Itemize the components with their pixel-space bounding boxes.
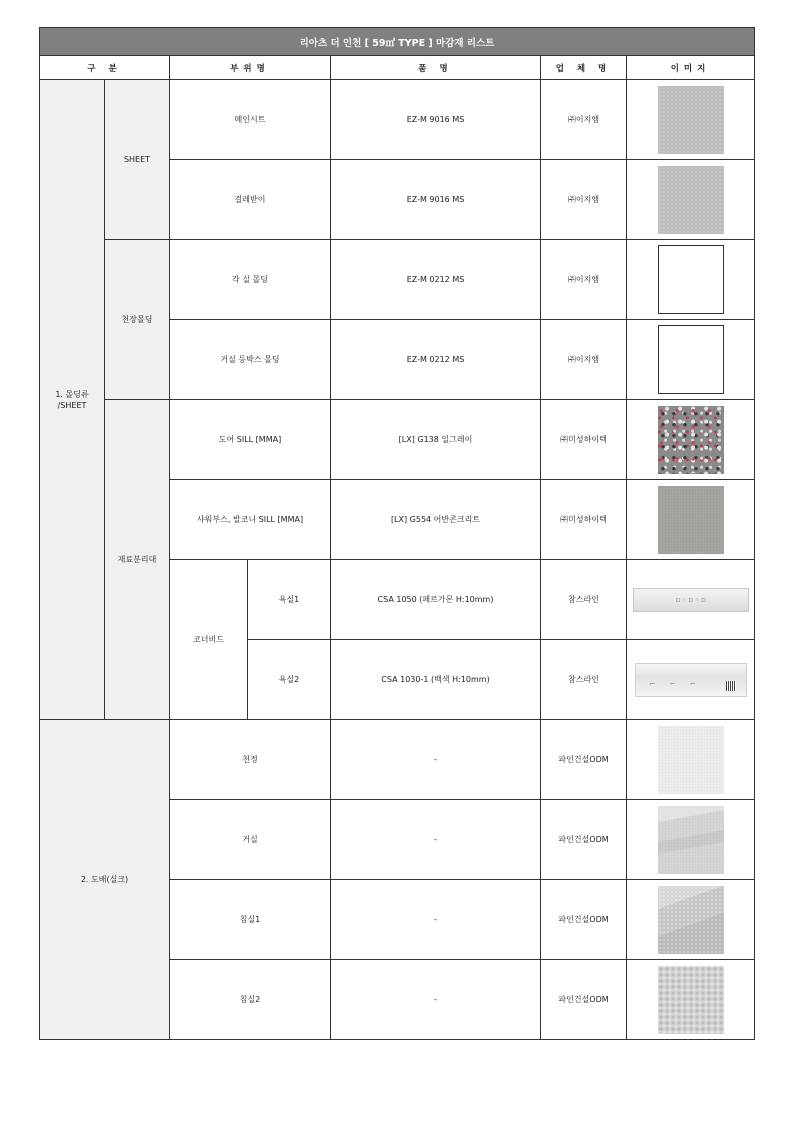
image-cell [627,480,755,560]
location-cell: 샤워부스, 발코니 SILL [MMA] [170,480,331,560]
header-category: 구 분 [40,56,170,80]
image-cell [627,640,755,720]
product-cell: - [331,800,541,880]
product-cell: EZ-M 0212 MS [331,320,541,400]
finish-material-table [39,27,755,1040]
image-cell [627,160,755,240]
header-vendor: 업 체 명 [541,56,627,80]
product-cell: CSA 1050 (페르가몬 H:10mm) [331,560,541,640]
marble-wallpaper-swatch-icon [658,806,724,874]
image-cell [627,960,755,1040]
product-cell: - [331,960,541,1040]
vendor-cell: ㈜이지엠 [541,160,627,240]
location-cell: 메인시트 [170,80,331,160]
corner-bead-cell: 코너비드 [170,560,248,720]
vendor-cell: 참스라인 [541,640,627,720]
product-cell: [LX] G138 일그레이 [331,400,541,480]
image-cell [627,240,755,320]
image-cell [627,720,755,800]
image-cell [627,880,755,960]
vendor-cell: ㈜미성하이텍 [541,480,627,560]
table-row [40,240,755,320]
corner-bead-profile-icon: ▫◦▫◦▫ [633,588,749,612]
location-cell: 천정 [170,720,331,800]
header-image: 이미지 [627,56,755,80]
vendor-cell: 파인건설ODM [541,880,627,960]
location-cell: 도어 SILL [MMA] [170,400,331,480]
sheet-title: 리아츠 더 인천 [ 59㎡ TYPE ] 마감재 리스트 [40,28,755,56]
silver-wallpaper-swatch-icon [658,886,724,954]
white-wallpaper-swatch-icon [658,726,724,794]
vendor-cell: ㈜이지엠 [541,80,627,160]
patterned-wallpaper-swatch-icon [658,966,724,1034]
product-cell: [LX] G554 어반콘크리트 [331,480,541,560]
white-molding-swatch-icon [658,325,724,394]
white-molding-swatch-icon [658,245,724,314]
image-cell [627,560,755,640]
product-cell: - [331,720,541,800]
image-cell [627,320,755,400]
location-cell: 걸레받이 [170,160,331,240]
group-molding-sheet: 1. 몰딩류 /SHEET [40,80,105,720]
location-cell: 침실2 [170,960,331,1040]
location-cell: 거실 등박스 몰딩 [170,320,331,400]
vendor-cell: ㈜미성하이텍 [541,400,627,480]
subgroup-threshold: 재료분리대 [105,400,170,720]
corner-bead-profile-white-icon: ⌐ ⌐ ⌐ [635,663,747,697]
terrazzo-swatch-icon [658,406,724,474]
header-product: 품 명 [331,56,541,80]
vendor-cell: ㈜이지엠 [541,240,627,320]
table-row [40,80,755,160]
concrete-swatch-icon [658,486,724,554]
product-cell: - [331,880,541,960]
image-cell [627,400,755,480]
product-cell: EZ-M 9016 MS [331,160,541,240]
product-cell: EZ-M 0212 MS [331,240,541,320]
product-cell: CSA 1030-1 (백색 H:10mm) [331,640,541,720]
product-cell: EZ-M 9016 MS [331,80,541,160]
gray-sheet-swatch-icon [658,86,724,154]
vendor-cell: 파인건설ODM [541,720,627,800]
subgroup-ceiling-molding: 천장몰딩 [105,240,170,400]
location-cell: 거실 [170,800,331,880]
location-cell: 욕실1 [248,560,331,640]
subgroup-sheet: SHEET [105,80,170,240]
vendor-cell: ㈜이지엠 [541,320,627,400]
header-location: 부위명 [170,56,331,80]
gray-sheet-swatch-icon [658,166,724,234]
location-cell: 욕실2 [248,640,331,720]
vendor-cell: 참스라인 [541,560,627,640]
vendor-cell: 파인건설ODM [541,960,627,1040]
group-wallpaper: 2. 도배(실크) [40,720,170,1040]
location-cell: 각 실 몰딩 [170,240,331,320]
vendor-cell: 파인건설ODM [541,800,627,880]
table-row [40,400,755,480]
table-row [40,720,755,800]
location-cell: 침실1 [170,880,331,960]
image-cell [627,80,755,160]
image-cell [627,800,755,880]
